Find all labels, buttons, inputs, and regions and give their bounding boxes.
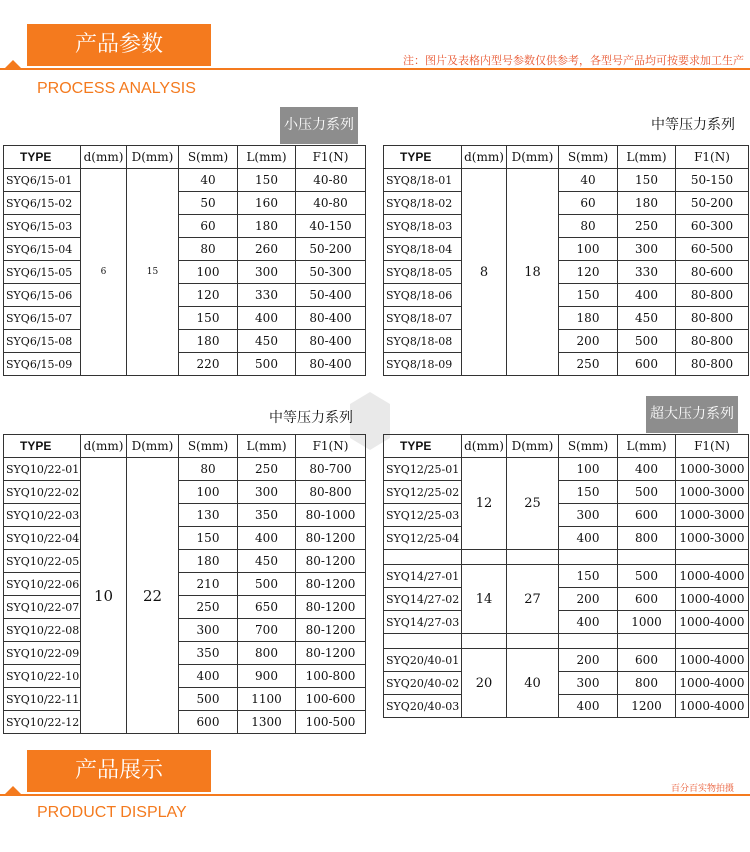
length-cell: 650 [238,596,296,619]
stroke-cell: 150 [559,481,618,504]
type-cell: SYQ6/15-06 [4,284,81,307]
type-cell: SYQ6/15-05 [4,261,81,284]
column-header: d(mm) [81,435,127,458]
force-cell: 1000-4000 [676,611,749,634]
length-cell: 450 [238,330,296,353]
length-cell: 500 [238,573,296,596]
type-cell: SYQ6/15-04 [4,238,81,261]
type-cell: SYQ14/27-01 [384,565,462,588]
empty-cell [559,550,618,565]
length-cell: 1300 [238,711,296,734]
force-cell: 80-1200 [296,573,366,596]
force-cell: 50-200 [676,192,749,215]
stroke-cell: 300 [179,619,238,642]
section-subtitle-process: PROCESS ANALYSIS [37,80,196,97]
force-cell: 100-600 [296,688,366,711]
column-header: D(mm) [507,435,559,458]
table-row [384,565,749,588]
empty-cell [618,634,676,649]
force-cell: 1000-4000 [676,588,749,611]
column-header: TYPE [384,435,462,458]
spec-table-syq10 [3,434,366,734]
length-cell: 300 [238,261,296,284]
stroke-cell: 400 [559,527,618,550]
column-header: d(mm) [462,146,507,169]
force-cell: 50-300 [296,261,366,284]
length-cell: 450 [238,550,296,573]
table-row [384,192,749,215]
table-row [4,573,366,596]
empty-cell [507,550,559,565]
stroke-cell: 120 [559,261,618,284]
length-cell: 450 [618,307,676,330]
type-cell: SYQ14/27-03 [384,611,462,634]
table-row [384,261,749,284]
column-header: F1(N) [296,146,366,169]
stroke-cell: 40 [179,169,238,192]
stroke-cell: 350 [179,642,238,665]
stroke-cell: 300 [559,672,618,695]
table-row [4,527,366,550]
column-header: TYPE [384,146,462,169]
type-cell: SYQ10/22-06 [4,573,81,596]
column-header: d(mm) [81,146,127,169]
table-row [384,588,749,611]
table-row [384,504,749,527]
column-header: L(mm) [618,435,676,458]
spec-table-super-pressure [383,434,749,718]
column-header: F1(N) [676,435,749,458]
empty-cell [559,634,618,649]
disclaimer-note: 注：图片及表格内型号参数仅供参考，各型号产品均可按要求加工生产 [403,54,744,67]
force-cell: 1000-3000 [676,527,749,550]
series-label-small-pressure: 小压力系列 [280,107,358,144]
inner-diameter-cell: 10 [81,458,127,734]
stroke-cell: 180 [559,307,618,330]
table-row [4,215,366,238]
series-label-medium-pressure-2: 中等压力系列 [265,400,357,437]
inner-diameter-cell: 6 [81,169,127,376]
table-row [4,642,366,665]
length-cell: 330 [618,261,676,284]
empty-cell [462,634,507,649]
force-cell: 1000-3000 [676,504,749,527]
type-cell: SYQ12/25-02 [384,481,462,504]
table-row [4,596,366,619]
stroke-cell: 100 [559,238,618,261]
length-cell: 900 [238,665,296,688]
force-cell: 80-800 [676,353,749,376]
stroke-cell: 60 [559,192,618,215]
spec-table-syq6 [3,145,366,376]
table-row [384,695,749,718]
force-cell: 60-300 [676,215,749,238]
table-row [4,665,366,688]
series-label-super-pressure: 超大压力系列 [646,396,738,433]
type-cell: SYQ10/22-02 [4,481,81,504]
table-header-row [4,435,366,458]
table-row [384,481,749,504]
type-cell: SYQ10/22-03 [4,504,81,527]
table-row [4,504,366,527]
section-subtitle-display: PRODUCT DISPLAY [37,804,187,821]
table-row [4,353,366,376]
length-cell: 400 [618,284,676,307]
length-cell: 250 [618,215,676,238]
stroke-cell: 60 [179,215,238,238]
photo-note: 百分百实物拍摄 [670,784,734,794]
length-cell: 600 [618,649,676,672]
force-cell: 80-800 [676,284,749,307]
table-row [4,481,366,504]
stroke-cell: 50 [179,192,238,215]
column-header: d(mm) [462,435,507,458]
length-cell: 300 [238,481,296,504]
series-label-medium-pressure-1: 中等压力系列 [647,107,739,144]
empty-cell [384,634,462,649]
type-cell: SYQ6/15-02 [4,192,81,215]
stroke-cell: 200 [559,588,618,611]
type-cell: SYQ12/25-04 [384,527,462,550]
force-cell: 1000-4000 [676,672,749,695]
stroke-cell: 150 [559,565,618,588]
empty-cell [618,550,676,565]
length-cell: 600 [618,588,676,611]
length-cell: 330 [238,284,296,307]
type-cell: SYQ20/40-03 [384,695,462,718]
length-cell: 800 [618,672,676,695]
length-cell: 300 [618,238,676,261]
stroke-cell: 600 [179,711,238,734]
section-title-display: 产品展示 [27,750,211,792]
length-cell: 400 [238,527,296,550]
table-header-row [4,146,366,169]
type-cell: SYQ10/22-09 [4,642,81,665]
length-cell: 1100 [238,688,296,711]
table-row [384,672,749,695]
stroke-cell: 250 [559,353,618,376]
type-cell: SYQ6/15-09 [4,353,81,376]
stroke-cell: 80 [559,215,618,238]
force-cell: 100-500 [296,711,366,734]
force-cell: 60-500 [676,238,749,261]
table-row [384,353,749,376]
table-row [4,619,366,642]
stroke-cell: 180 [179,550,238,573]
stroke-cell: 400 [559,695,618,718]
table-row [4,238,366,261]
table-row [384,215,749,238]
spacer-row [384,550,749,565]
table-row [4,307,366,330]
table-row [4,169,366,192]
stroke-cell: 100 [559,458,618,481]
type-cell: SYQ12/25-03 [384,504,462,527]
force-cell: 100-800 [296,665,366,688]
stroke-cell: 120 [179,284,238,307]
length-cell: 150 [238,169,296,192]
table-row [384,169,749,192]
column-header: S(mm) [559,435,618,458]
type-cell: SYQ10/22-07 [4,596,81,619]
column-header: S(mm) [559,146,618,169]
length-cell: 500 [238,353,296,376]
stroke-cell: 100 [179,481,238,504]
empty-cell [462,550,507,565]
outer-diameter-cell: 15 [127,169,179,376]
column-header: S(mm) [179,435,238,458]
table-row [4,192,366,215]
type-cell: SYQ10/22-10 [4,665,81,688]
table-row [4,711,366,734]
table-row [384,649,749,672]
force-cell: 80-800 [296,481,366,504]
stroke-cell: 210 [179,573,238,596]
inner-diameter-cell: 20 [462,649,507,718]
stroke-cell: 220 [179,353,238,376]
length-cell: 700 [238,619,296,642]
column-header: L(mm) [618,146,676,169]
type-cell: SYQ20/40-01 [384,649,462,672]
force-cell: 80-700 [296,458,366,481]
type-cell: SYQ10/22-05 [4,550,81,573]
type-cell: SYQ20/40-02 [384,672,462,695]
length-cell: 800 [618,527,676,550]
type-cell: SYQ8/18-01 [384,169,462,192]
table-row [384,527,749,550]
section-title-params: 产品参数 [27,24,211,66]
type-cell: SYQ6/15-01 [4,169,81,192]
type-cell: SYQ10/22-11 [4,688,81,711]
length-cell: 180 [618,192,676,215]
length-cell: 800 [238,642,296,665]
force-cell: 80-400 [296,330,366,353]
length-cell: 350 [238,504,296,527]
type-cell: SYQ8/18-07 [384,307,462,330]
type-cell: SYQ10/22-04 [4,527,81,550]
column-header: D(mm) [127,146,179,169]
stroke-cell: 180 [179,330,238,353]
type-cell: SYQ8/18-04 [384,238,462,261]
force-cell: 80-800 [676,330,749,353]
outer-diameter-cell: 25 [507,458,559,550]
force-cell: 80-1200 [296,527,366,550]
table-header-row [384,435,749,458]
table-row [4,284,366,307]
outer-diameter-cell: 18 [507,169,559,376]
force-cell: 80-1200 [296,596,366,619]
column-header: D(mm) [127,435,179,458]
force-cell: 80-1200 [296,619,366,642]
column-header: F1(N) [676,146,749,169]
stroke-cell: 500 [179,688,238,711]
stroke-cell: 150 [179,527,238,550]
empty-cell [507,634,559,649]
table-row [4,261,366,284]
length-cell: 180 [238,215,296,238]
empty-cell [676,634,749,649]
length-cell: 600 [618,504,676,527]
type-cell: SYQ12/25-01 [384,458,462,481]
table-row [384,284,749,307]
stroke-cell: 400 [559,611,618,634]
column-header: TYPE [4,146,81,169]
force-cell: 40-80 [296,169,366,192]
table-row [4,458,366,481]
force-cell: 80-1200 [296,550,366,573]
stroke-cell: 200 [559,330,618,353]
outer-diameter-cell: 40 [507,649,559,718]
force-cell: 80-400 [296,353,366,376]
stroke-cell: 40 [559,169,618,192]
force-cell: 80-1200 [296,642,366,665]
empty-cell [676,550,749,565]
inner-diameter-cell: 14 [462,565,507,634]
force-cell: 80-1000 [296,504,366,527]
stroke-cell: 250 [179,596,238,619]
column-header: F1(N) [296,435,366,458]
length-cell: 150 [618,169,676,192]
type-cell: SYQ8/18-06 [384,284,462,307]
table-row [4,688,366,711]
table-row [384,238,749,261]
length-cell: 400 [618,458,676,481]
spacer-row [384,634,749,649]
table-row [4,550,366,573]
column-header: TYPE [4,435,81,458]
type-cell: SYQ8/18-02 [384,192,462,215]
length-cell: 160 [238,192,296,215]
table-row [384,458,749,481]
force-cell: 40-80 [296,192,366,215]
type-cell: SYQ8/18-08 [384,330,462,353]
spec-table-syq8 [383,145,749,376]
stroke-cell: 100 [179,261,238,284]
force-cell: 1000-3000 [676,481,749,504]
inner-diameter-cell: 12 [462,458,507,550]
column-header: S(mm) [179,146,238,169]
stroke-cell: 80 [179,238,238,261]
type-cell: SYQ8/18-09 [384,353,462,376]
type-cell: SYQ8/18-05 [384,261,462,284]
stroke-cell: 300 [559,504,618,527]
inner-diameter-cell: 8 [462,169,507,376]
length-cell: 500 [618,565,676,588]
length-cell: 1200 [618,695,676,718]
force-cell: 80-600 [676,261,749,284]
table-header-row [384,146,749,169]
stroke-cell: 150 [559,284,618,307]
type-cell: SYQ10/22-08 [4,619,81,642]
type-cell: SYQ10/22-01 [4,458,81,481]
length-cell: 1000 [618,611,676,634]
stroke-cell: 400 [179,665,238,688]
force-cell: 1000-4000 [676,565,749,588]
force-cell: 40-150 [296,215,366,238]
force-cell: 1000-3000 [676,458,749,481]
force-cell: 80-400 [296,307,366,330]
stroke-cell: 150 [179,307,238,330]
length-cell: 260 [238,238,296,261]
stroke-cell: 130 [179,504,238,527]
type-cell: SYQ8/18-03 [384,215,462,238]
empty-cell [384,550,462,565]
outer-diameter-cell: 27 [507,565,559,634]
divider-line-2 [0,794,750,796]
table-row [4,330,366,353]
force-cell: 50-150 [676,169,749,192]
force-cell: 1000-4000 [676,695,749,718]
stroke-cell: 200 [559,649,618,672]
divider-line [0,68,750,70]
length-cell: 500 [618,481,676,504]
type-cell: SYQ6/15-07 [4,307,81,330]
type-cell: SYQ10/22-12 [4,711,81,734]
type-cell: SYQ6/15-03 [4,215,81,238]
type-cell: SYQ14/27-02 [384,588,462,611]
table-row [384,611,749,634]
force-cell: 50-400 [296,284,366,307]
column-header: D(mm) [507,146,559,169]
length-cell: 250 [238,458,296,481]
column-header: L(mm) [238,435,296,458]
length-cell: 600 [618,353,676,376]
table-row [384,307,749,330]
table-row [384,330,749,353]
type-cell: SYQ6/15-08 [4,330,81,353]
force-cell: 1000-4000 [676,649,749,672]
length-cell: 500 [618,330,676,353]
force-cell: 50-200 [296,238,366,261]
outer-diameter-cell: 22 [127,458,179,734]
length-cell: 400 [238,307,296,330]
column-header: L(mm) [238,146,296,169]
stroke-cell: 80 [179,458,238,481]
force-cell: 80-800 [676,307,749,330]
